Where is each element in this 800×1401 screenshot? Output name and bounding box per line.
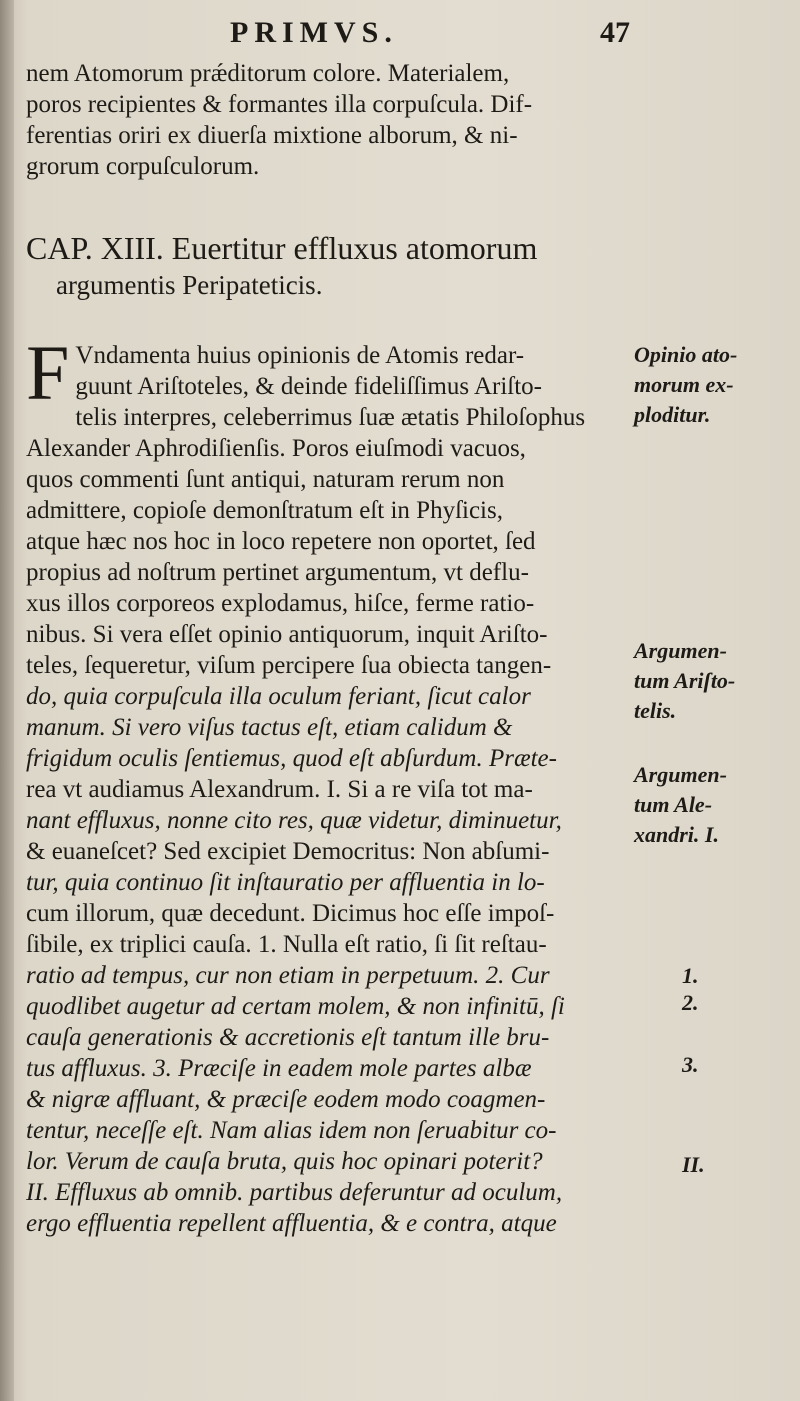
- main-paragraph: [26, 329, 630, 1239]
- margin-note-line: ploditur.: [634, 402, 711, 427]
- marginal-numeral: 2.: [682, 990, 699, 1015]
- text-line: II. Effluxus ab omnib. partibus deferuntur ad oculum,: [26, 1179, 563, 1206]
- text-line: ſibile, ex triplici cauſa. 1. Nulla eſt ratio, ſi ſit reſtau-: [26, 931, 547, 958]
- text-line: frigidum oculis ſentiemus, quod eſt abſurdum. Præte-: [26, 745, 557, 772]
- text-line: nant effluxus, nonne cito res, quæ videtur, diminuetur,: [26, 807, 562, 834]
- text-line: manum. Si vero viſus tactus eſt, etiam calidum &: [26, 714, 513, 741]
- text-line: tentur, neceſſe eſt. Nam alias idem non ſeruabitur co-: [26, 1117, 557, 1144]
- margin-note-line: Argumen-: [634, 638, 727, 663]
- margin-note: [634, 340, 737, 430]
- text-line: do, quia corpuſcula illa oculum feriant, ſicut calor: [26, 683, 531, 710]
- text-line: poros recipientes & formantes illa corpuſcula. Dif-: [26, 91, 533, 118]
- text-line: rea vt audiamus Alexandrum. I. Si a re viſa tot ma-: [26, 776, 533, 803]
- text-line: nem Atomorum prǽditorum colore. Materialem,: [26, 60, 510, 87]
- margin-note: [634, 760, 727, 850]
- text-line: & euaneſcet? Sed excipiet Democritus: Non abſumi-: [26, 838, 550, 865]
- text-line: teles, ſequeretur, viſum percipere ſua obiecta tangen-: [26, 652, 552, 679]
- margin-note-line: tum Ale-: [634, 792, 713, 817]
- text-line: ergo effluentia repellent affluentia, & e contra, atque: [26, 1210, 557, 1237]
- page-number: 47: [600, 16, 630, 49]
- text-line: Vndamenta huius opinionis de Atomis redar-: [75, 342, 525, 369]
- margin-note-line: morum ex-: [634, 372, 734, 397]
- margin-note: [634, 636, 735, 726]
- marginal-numeral: II.: [682, 1152, 705, 1177]
- intro-paragraph: [26, 58, 626, 182]
- text-line: lor. Verum de cauſa bruta, quis hoc opinari poterit?: [26, 1148, 543, 1175]
- text-line: propius ad noſtrum pertinet argumentum, vt deflu-: [26, 559, 529, 586]
- text-line: quodlibet augetur ad certam molem, & non infinitū, ſi: [26, 993, 565, 1020]
- text-line: cauſa generationis & accretionis eſt tantum ille bru-: [26, 1024, 550, 1051]
- text-line: Alexander Aphrodiſienſis. Poros eiuſmodi vacuos,: [26, 435, 526, 462]
- text-line: tur, quia continuo ſit inſtauratio per affluentia in lo-: [26, 869, 545, 896]
- marginal-numeral: 3.: [682, 1052, 699, 1077]
- drop-cap: F: [26, 329, 70, 416]
- text-line: telis interpres, celeberrimus ſuæ ætatis Philoſophus: [75, 404, 586, 431]
- text-line: atque hæc nos hoc in loco repetere non oportet, ſed: [26, 528, 536, 555]
- text-line: & nigræ affluant, & præciſe eodem modo coagmen-: [26, 1086, 546, 1113]
- margin-note-line: Opinio ato-: [634, 342, 738, 367]
- margin-note-line: xandri. I.: [634, 822, 719, 847]
- text-line: ferentias oriri ex diuerſa mixtione alborum, & ni-: [26, 122, 518, 149]
- text-line: guunt Ariſtoteles, & deinde fideliſſimus Ariſto-: [75, 373, 543, 400]
- chapter-heading: [26, 228, 626, 302]
- margin-note-line: Argumen-: [634, 762, 727, 787]
- text-line: quos commenti ſunt antiqui, naturam rerum non: [26, 466, 505, 493]
- text-line: admittere, copioſe demonſtratum eſt in Phyſicis,: [26, 497, 503, 524]
- text-line: tus affluxus. 3. Præciſe in eadem mole partes albæ: [26, 1055, 532, 1082]
- page-header: [230, 14, 630, 54]
- page-gutter: [0, 0, 14, 1401]
- text-line: ratio ad tempus, cur non etiam in perpetuum. 2. Cur: [26, 962, 550, 989]
- text-line: xus illos corporeos explodamus, hiſce, ferme ratio-: [26, 590, 535, 617]
- chapter-title-line1: CAP. XIII. Euertitur effluxus atomorum: [26, 230, 538, 266]
- margin-note-line: tum Ariſto-: [634, 668, 736, 693]
- margin-note-line: telis.: [634, 698, 677, 723]
- chapter-title-line2: argumentis Peripateticis.: [56, 270, 323, 300]
- text-line: grorum corpuſculorum.: [26, 153, 260, 180]
- text-line: nibus. Si vera eſſet opinio antiquorum, inquit Ariſto-: [26, 621, 548, 648]
- marginal-numeral: 1.: [682, 963, 699, 988]
- running-head: PRIMVS.: [230, 16, 398, 49]
- text-line: cum illorum, quæ decedunt. Dicimus hoc eſſe impoſ-: [26, 900, 555, 927]
